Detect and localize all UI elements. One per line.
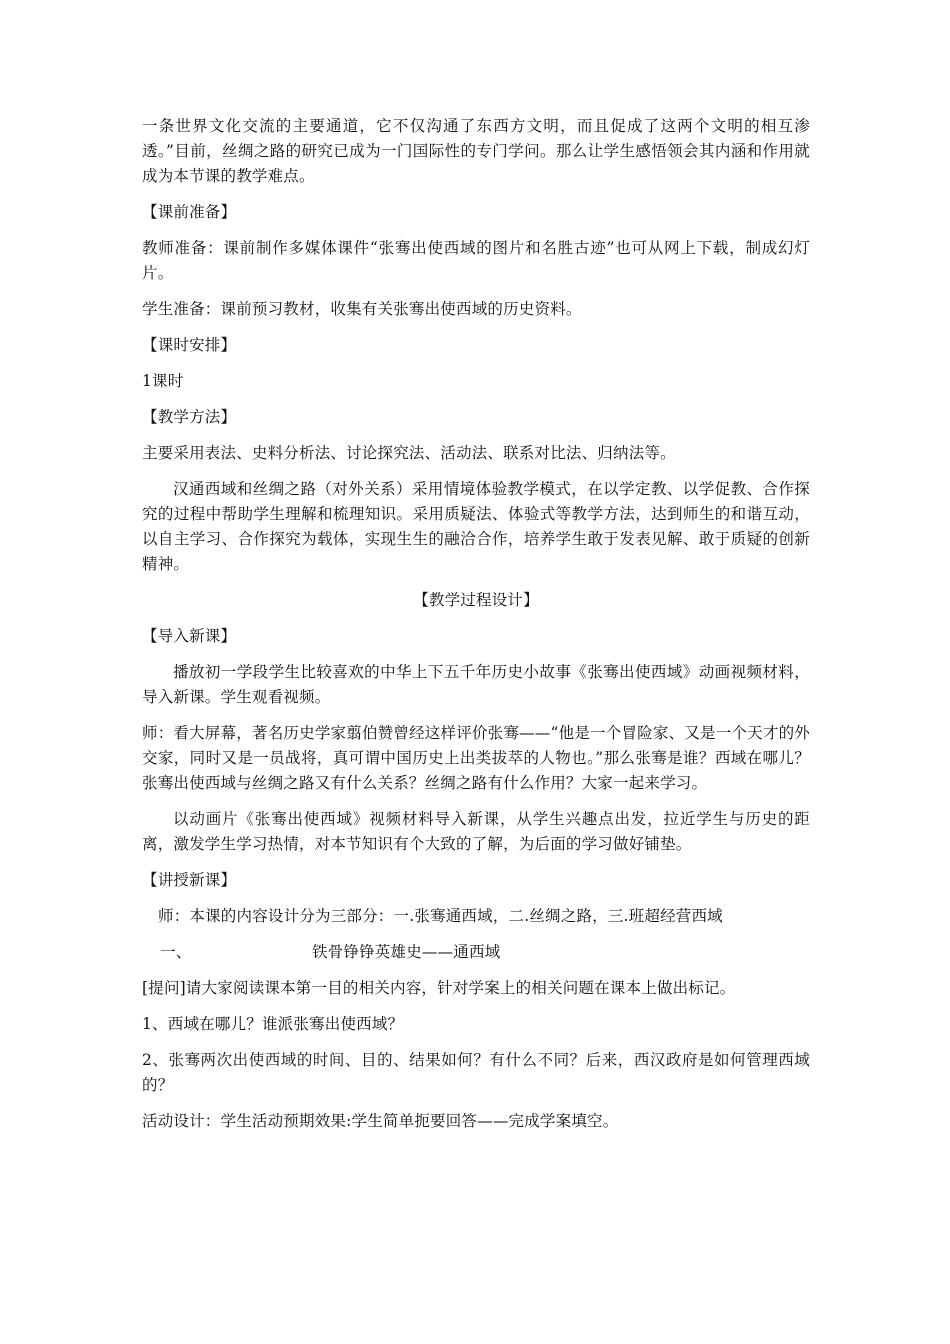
heading-teaching-method: 【教学方法】 (142, 408, 237, 426)
heading-new-lesson: 【讲授新课】 (142, 871, 237, 889)
paragraph-student-preparation: 学生准备：课前预习教材，收集有关张骞出使西域的历史资料。 (142, 300, 582, 318)
heading-class-preparation: 【课前准备】 (142, 203, 237, 221)
heading-introduction: 【导入新课】 (142, 627, 237, 645)
paragraph-silk-road-significance: 一条世界文化交流的主要通道，它不仅沟通了东西方文明，而且促成了这两个文明的相互渗透。”目前，丝绸之路的研究已成为一门国际性的专门学问。那么让学生感悟领会其内涵和作用就成为本节课的教学难点。 (142, 117, 810, 185)
part-one-number: 一、 (160, 943, 192, 961)
question-two: 2、张骞两次出使西域的时间、目的、结果如何？有什么不同？后来，西汉政府是如何管理西域的？ (142, 1051, 810, 1094)
paragraph-teacher-preparation: 教师准备：课前制作多媒体课件“张骞出使西域的图片和名胜古迹”也可从网上下载，制成幻灯片。 (142, 239, 810, 282)
paragraph-introduction: 播放初一学段学生比较喜欢的中华上下五千年历史小故事《张骞出使西域》动画视频材料，导入新课。学生观看视频。 (142, 663, 810, 706)
paragraph-question-prompt: [提问]请大家阅读课本第一目的相关内容，针对学案上的相关问题在课本上做出标记。 (142, 979, 736, 997)
paragraph-lesson-parts: 师：本课的内容设计分为三部分：一.张骞通西域，二.丝绸之路，三.班超经营西域 (158, 907, 723, 925)
part-one-title: 铁骨铮铮英雄史——通西域 (312, 943, 501, 961)
paragraph-activity-design: 活动设计：学生活动预期效果:学生简单扼要回答——完成学案填空。 (142, 1112, 619, 1130)
document-page (142, 114, 810, 1145)
paragraph-introduction-effect: 以动画片《张骞出使西域》视频材料导入新课，从学生兴趣点出发，拉近学生与历史的距离，激发学生学习热情，对本节知识有个大致的了解，为后面的学习做好铺垫。 (142, 810, 810, 853)
part-one-heading (142, 940, 810, 965)
question-one: 1、西域在哪儿？谁派张骞出使西域？ (142, 1015, 404, 1033)
paragraph-teaching-method: 主要采用表法、史料分析法、讨论探究法、活动法、联系对比法、归纳法等。 (142, 444, 676, 462)
paragraph-class-schedule: 1课时 (142, 372, 184, 390)
heading-class-schedule: 【课时安排】 (142, 336, 237, 354)
heading-teaching-process: 【教学过程设计】 (413, 591, 539, 609)
paragraph-teacher-quote: 师：看大屏幕，著名历史学家翦伯赞曾经这样评价张骞——“他是一个冒险家、又是一个天才的外交家，同时又是一员战将，真可谓中国历史上出类拔萃的人物也。”那么张骞是谁？西域在哪儿？张骞出使西域与丝绸之路又有什么关系？丝绸之路有什么作用？大家一起来学习。 (142, 724, 810, 792)
paragraph-teaching-method-detail: 汉通西域和丝绸之路（对外关系）采用情境体验教学模式，在以学定教、以学促教、合作探究的过程中帮助学生理解和梳理知识。采用质疑法、体验式等教学方法，达到师生的和谐互动，以自主学习、合作探究为载体，实现生生的融洽合作，培养学生敢于发表见解、敢于质疑的创新精神。 (142, 480, 810, 573)
